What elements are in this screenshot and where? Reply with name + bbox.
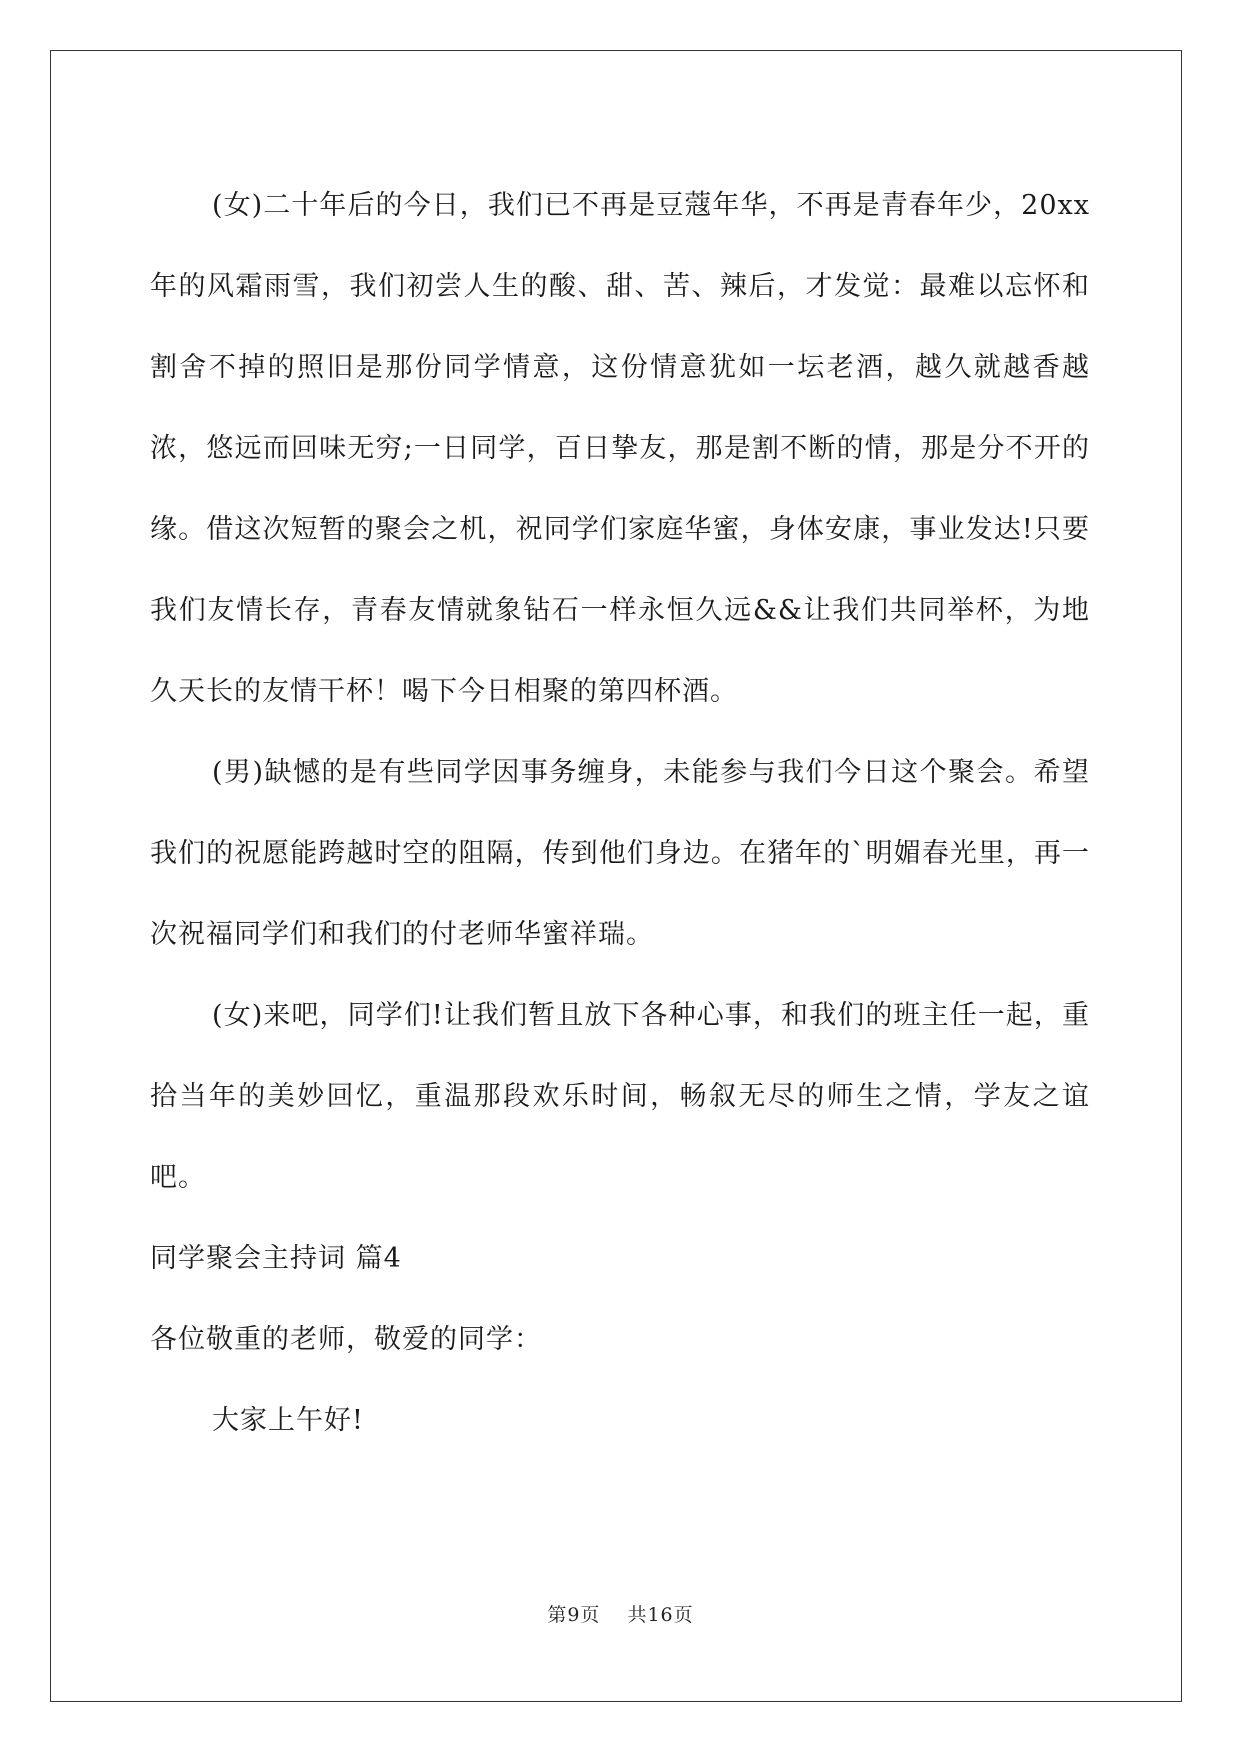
paragraph-2: (男)缺憾的是有些同学因事务缠身，未能参与我们今日这个聚会。希望我们的祝愿能跨越时空的阻隔，传到他们身边。在猪年的`明媚春光里，再一次祝福同学们和我们的付老师华蜜祥瑞。 [150, 757, 1090, 950]
greeting: 大家上午好! [212, 1405, 364, 1436]
page-footer [0, 1600, 1241, 1627]
salutation: 各位敬重的老师，敬爱的同学： [150, 1324, 542, 1355]
page-number-total: 共16页 [627, 1604, 694, 1626]
page-number-current: 第9页 [547, 1604, 601, 1626]
section-heading: 同学聚会主持词 篇4 [150, 1243, 402, 1274]
paragraph-3: (女)来吧，同学们!让我们暂且放下各种心事，和我们的班主任一起，重拾当年的美妙回忆，重温那段欢乐时间，畅叙无尽的师生之情，学友之谊吧。 [150, 1000, 1090, 1193]
paragraph-1: (女)二十年后的今日，我们已不再是豆蔻年华，不再是青春年少，20xx年的风霜雨雪，我们初尝人生的酸、甜、苦、辣后，才发觉：最难以忘怀和割舍不掉的照旧是那份同学情意，这份情意犹如一坛老酒，越久就越香越浓，悠远而回味无穷;一日同学，百日挚友，那是割不断的情，那是分不开的缘。借这次短暂的聚会之机，祝同学们家庭华蜜，身体安康，事业发达!只要我们友情长存，青春友情就象钻石一样永恒久远&&让我们共同举杯，为地久天长的友情干杯！喝下今日相聚的第四杯酒。 [150, 190, 1090, 707]
document-body [150, 165, 1090, 1461]
